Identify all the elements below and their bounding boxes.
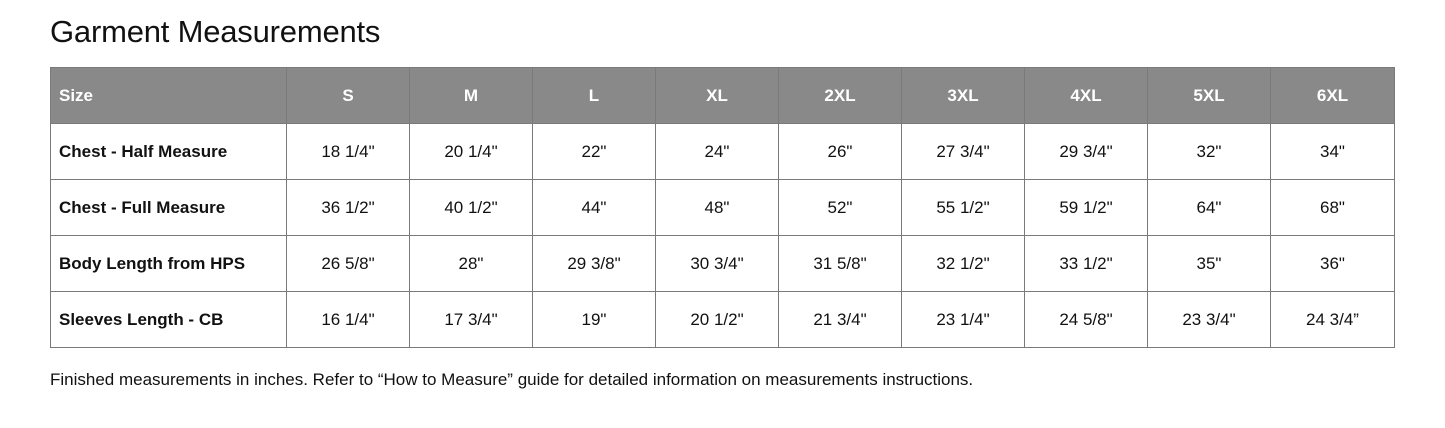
row-label: Sleeves Length - CB xyxy=(51,292,287,348)
header-size-2xl: 2XL xyxy=(779,68,902,124)
table-cell: 19" xyxy=(533,292,656,348)
header-size-m: M xyxy=(410,68,533,124)
table-cell: 29 3/4" xyxy=(1025,124,1148,180)
table-cell: 26 5/8" xyxy=(287,236,410,292)
table-header xyxy=(51,68,1395,124)
table-cell: 36 1/2" xyxy=(287,180,410,236)
table-cell: 32 1/2" xyxy=(902,236,1025,292)
table-cell: 68" xyxy=(1271,180,1395,236)
row-label: Chest - Full Measure xyxy=(51,180,287,236)
row-label: Body Length from HPS xyxy=(51,236,287,292)
table-cell: 55 1/2" xyxy=(902,180,1025,236)
table-cell: 18 1/4" xyxy=(287,124,410,180)
table-cell: 48" xyxy=(656,180,779,236)
table-cell: 32" xyxy=(1148,124,1271,180)
table-row-sleeves-length xyxy=(51,292,1395,348)
table-cell: 16 1/4" xyxy=(287,292,410,348)
table-body xyxy=(51,124,1395,348)
header-size-l: L xyxy=(533,68,656,124)
table-cell: 31 5/8" xyxy=(779,236,902,292)
table-cell: 24 3/4” xyxy=(1271,292,1395,348)
table-cell: 29 3/8" xyxy=(533,236,656,292)
table-cell: 44" xyxy=(533,180,656,236)
header-size-s: S xyxy=(287,68,410,124)
table-cell: 40 1/2" xyxy=(410,180,533,236)
table-row-chest-full xyxy=(51,180,1395,236)
page-title: Garment Measurements xyxy=(50,14,381,49)
table-cell: 20 1/2" xyxy=(656,292,779,348)
table-cell: 30 3/4" xyxy=(656,236,779,292)
table-cell: 23 3/4" xyxy=(1148,292,1271,348)
header-size-5xl: 5XL xyxy=(1148,68,1271,124)
footnote: Finished measurements in inches. Refer to “How to Measure” guide for detailed information on measurements instructions. xyxy=(50,370,974,389)
table-cell: 33 1/2" xyxy=(1025,236,1148,292)
header-size-xl: XL xyxy=(656,68,779,124)
table-cell: 20 1/4" xyxy=(410,124,533,180)
table-cell: 35" xyxy=(1148,236,1271,292)
table-row-body-length xyxy=(51,236,1395,292)
table-cell: 21 3/4" xyxy=(779,292,902,348)
measurements-table-container xyxy=(50,67,1395,348)
table-cell: 59 1/2" xyxy=(1025,180,1148,236)
header-size-6xl: 6XL xyxy=(1271,68,1395,124)
table-cell: 64" xyxy=(1148,180,1271,236)
table-cell: 24 5/8" xyxy=(1025,292,1148,348)
table-cell: 26" xyxy=(779,124,902,180)
measurements-table xyxy=(50,67,1395,348)
table-row-chest-half xyxy=(51,124,1395,180)
table-cell: 17 3/4" xyxy=(410,292,533,348)
table-cell: 34" xyxy=(1271,124,1395,180)
row-label: Chest - Half Measure xyxy=(51,124,287,180)
table-cell: 52" xyxy=(779,180,902,236)
table-cell: 28" xyxy=(410,236,533,292)
header-row xyxy=(51,68,1395,124)
table-cell: 36" xyxy=(1271,236,1395,292)
table-cell: 27 3/4" xyxy=(902,124,1025,180)
table-cell: 24" xyxy=(656,124,779,180)
table-cell: 23 1/4" xyxy=(902,292,1025,348)
header-size-3xl: 3XL xyxy=(902,68,1025,124)
header-size-label: Size xyxy=(51,68,287,124)
table-cell: 22" xyxy=(533,124,656,180)
header-size-4xl: 4XL xyxy=(1025,68,1148,124)
